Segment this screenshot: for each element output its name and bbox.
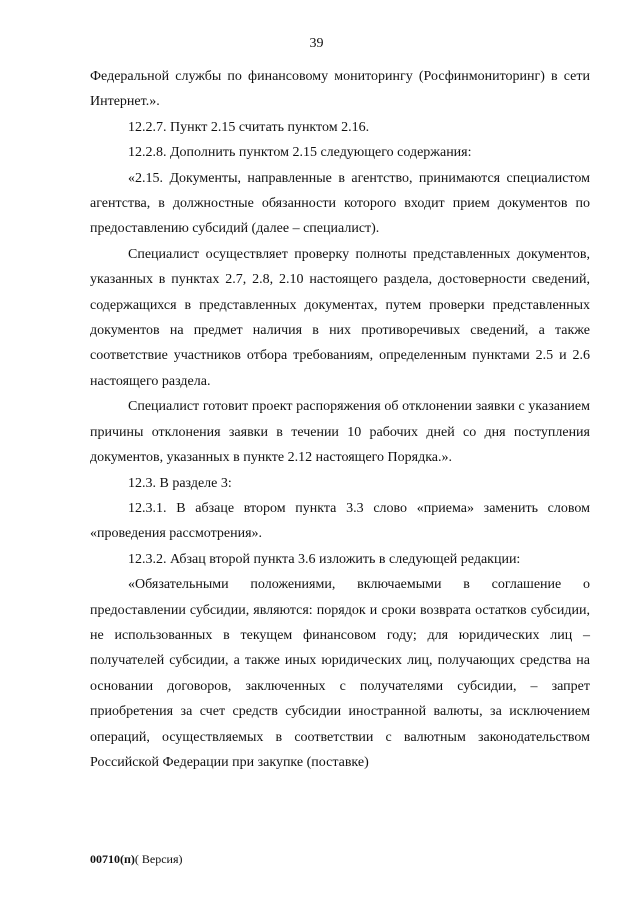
document-body bbox=[90, 64, 590, 775]
document-version: ( Версия) bbox=[134, 852, 183, 866]
paragraph: 12.3.2. Абзац второй пункта 3.6 изложить в следующей редакции: bbox=[128, 551, 521, 567]
paragraph: Специалист осуществляет проверку полноты представленных документов, указанных в пунктах 2.7, 2.8, 2.10 настоящего раздела, достоверности сведений, содержащихся в представленных документах, путем проверки представленных документов на предмет наличия в них противоречивых сведений, а также соответствие участников отбора требованиям, определенным пунктами 2.5 и 2.6 настоящего раздела. bbox=[90, 246, 590, 389]
document-footer bbox=[90, 852, 183, 867]
paragraph: Специалист готовит проект распоряжения об отклонении заявки с указанием причины отклонения заявки в течении 10 рабочих дней со дня поступления документов, указанных в пункте 2.12 настоящего Порядка.». bbox=[90, 399, 590, 466]
paragraph: 12.2.8. Дополнить пунктом 2.15 следующего содержания: bbox=[128, 145, 472, 161]
paragraph: 12.2.7. Пункт 2.15 считать пунктом 2.16. bbox=[128, 119, 370, 135]
paragraph: 12.3. В разделе 3: bbox=[128, 475, 232, 491]
page-number: 39 bbox=[309, 36, 324, 51]
paragraph: 12.3.1. В абзаце втором пункта 3.3 слово «приема» заменить словом «проведения рассмотрения». bbox=[90, 500, 590, 542]
paragraph: Федеральной службы по финансовому мониторингу (Росфинмониторинг) в сети Интернет.». bbox=[90, 69, 590, 110]
document-code: 00710(п) bbox=[90, 852, 135, 866]
paragraph: «2.15. Документы, направленные в агентство, принимаются специалистом агентства, в должностные обязанности которого входит прием документов по предоставлению субсидий (далее – специалист). bbox=[90, 170, 590, 237]
paragraph: «Обязательными положениями, включаемыми в соглашение о предоставлении субсидии, являются: порядок и сроки возврата остатков субсидии, не использованных в текущем финансовом году; для юридических лиц – получателей субсидии, а также иных юридических лиц, получающих средства на основании договоров, заключенных с получателями субсидии, – запрет приобретения за счет средств субсидии иностранной валюты, за исключением операций, осуществляемых в соответствии с валютным законодательством Российской Федерации при закупке (поставке) bbox=[90, 577, 590, 770]
